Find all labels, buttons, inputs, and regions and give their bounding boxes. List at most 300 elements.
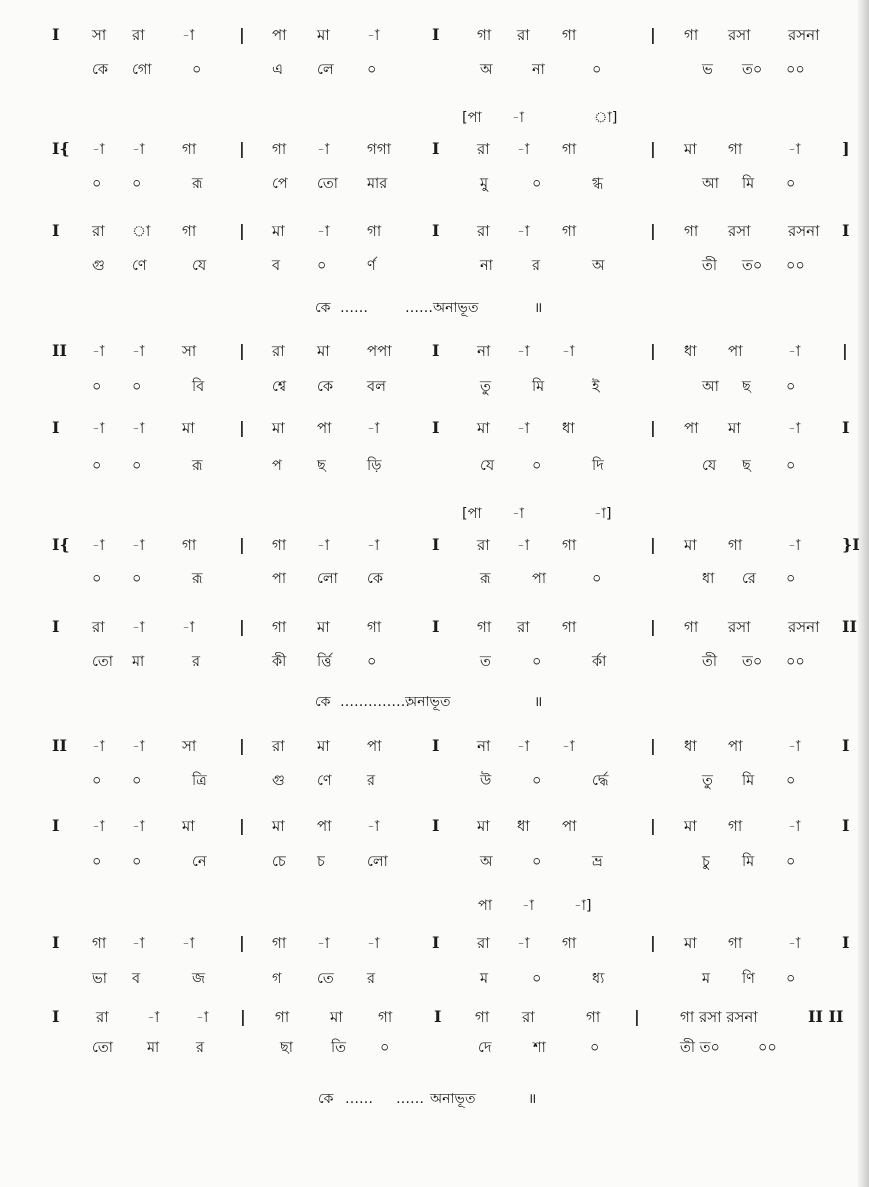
lyric-syllable: মার (367, 176, 388, 192)
bar-line-mark: | (239, 617, 245, 636)
lyric-syllable: ছ (317, 458, 326, 474)
swara-note: মা (317, 26, 330, 44)
lyric-syllable: ছ (742, 458, 751, 474)
swara-note: রা (522, 1008, 535, 1026)
swara-note: -া (367, 536, 380, 554)
lyric-syllable: অ (592, 258, 605, 274)
lyric-syllable: কে (92, 62, 109, 78)
swara-note: -া (147, 1008, 160, 1026)
swara-note: -া (132, 536, 145, 554)
swara-note: গা (92, 934, 107, 952)
lyric-syllable: ০০ (758, 1040, 777, 1056)
annotation-note: -া (522, 898, 534, 914)
bar-line-mark: I (432, 221, 440, 240)
bar-line-mark: II II (808, 1007, 844, 1026)
lyric-syllable: পা (532, 571, 547, 587)
lyric-syllable: ত০ (742, 654, 763, 670)
bar-line-mark: I (842, 221, 850, 240)
bar-line-mark: I (842, 816, 850, 835)
swara-note: গা (728, 140, 743, 158)
lyric-line (0, 453, 869, 479)
lyric-syllable: ছ (742, 379, 751, 395)
swara-note: রসনা (788, 618, 820, 636)
bar-line-mark: I (432, 535, 440, 554)
lyric-syllable: তি (331, 1040, 347, 1056)
bar-line-mark: I (842, 736, 850, 755)
bar-line-mark: | (239, 816, 245, 835)
lyric-line (0, 649, 869, 675)
swara-note: সা (92, 26, 107, 44)
bar-line-mark: I (52, 25, 60, 44)
notation-line (0, 136, 869, 162)
swara-note: -া (517, 140, 530, 158)
swara-note: -া (92, 342, 105, 360)
swara-note: মা (477, 817, 490, 835)
lyric-syllable: তো (92, 1040, 113, 1056)
lyric-syllable: মু (480, 176, 489, 192)
lyric-syllable: ণি (742, 971, 755, 987)
swara-note: পা (562, 817, 577, 835)
bar-line-mark: I (842, 418, 850, 437)
notation-line (0, 614, 869, 640)
bar-line-mark: I (432, 736, 440, 755)
swara-note: রসা (728, 618, 751, 636)
bar-line-mark: II (842, 617, 857, 636)
lyric-syllable: তু (702, 773, 713, 789)
annotation-note: -া (512, 110, 524, 126)
lyric-syllable: কে (367, 571, 384, 587)
lyric-syllable: তী ত০ (680, 1040, 720, 1056)
lyric-syllable: ০ (367, 62, 377, 78)
swara-note: পা (367, 737, 382, 755)
swara-note: -া (132, 817, 145, 835)
swara-note: মা (477, 419, 490, 437)
lyric-syllable: গু (272, 773, 285, 789)
annotation-note: া] (594, 110, 618, 126)
bar-line-mark: I (432, 933, 440, 952)
lyric-line (0, 253, 869, 279)
lyric-syllable: র্কা (592, 654, 607, 670)
swara-note: পা (728, 737, 743, 755)
refrain-text: কে (315, 694, 331, 710)
bar-line-mark: I (432, 418, 440, 437)
bar-line-mark: I (842, 933, 850, 952)
refrain-text: …… (345, 1091, 373, 1107)
bar-line-mark: | (239, 933, 245, 952)
swara-note: গা (728, 817, 743, 835)
swara-note: গা (272, 934, 287, 952)
swara-note: রা (517, 26, 530, 44)
lyric-syllable: ব (272, 258, 281, 274)
swara-note: -া (788, 737, 801, 755)
refrain-cue (0, 295, 869, 321)
swara-note: রা (477, 140, 490, 158)
lyric-syllable: রূ (192, 176, 203, 192)
swara-note: গা (562, 26, 577, 44)
bar-line-mark: ] (842, 139, 850, 158)
swara-note: রসা (728, 26, 751, 44)
lyric-line (0, 849, 869, 875)
lyric-syllable: ০ (132, 854, 142, 870)
annotation-note: পা (478, 898, 493, 914)
swara-note: গা (728, 536, 743, 554)
swara-note: গগা (367, 140, 392, 158)
notation-line (0, 930, 869, 956)
bar-line-mark: | (239, 341, 245, 360)
refrain-text: …… (340, 300, 368, 316)
swara-note: -া (132, 419, 145, 437)
swara-note: মা (272, 222, 285, 240)
swara-note: ধা (684, 342, 697, 360)
swara-note: গা (562, 934, 577, 952)
swara-note: -া (132, 737, 145, 755)
lyric-syllable: তো (317, 176, 338, 192)
lyric-syllable: ত০ (742, 62, 763, 78)
lyric-syllable: মি (742, 773, 755, 789)
lyric-syllable: ০ (192, 62, 202, 78)
swara-note: -া (517, 536, 530, 554)
lyric-syllable: যে (192, 258, 207, 274)
bar-line-mark: | (650, 617, 656, 636)
swara-note: গা (562, 536, 577, 554)
lyric-syllable: ০ (132, 176, 142, 192)
swara-note: ধা (517, 817, 530, 835)
swara-note: -া (92, 536, 105, 554)
refrain-text: কে (318, 1091, 334, 1107)
swara-note: -া (788, 342, 801, 360)
lyric-syllable: ০ (132, 571, 142, 587)
lyric-syllable: ০ (92, 379, 102, 395)
swara-note: গা রসা রসনা (680, 1008, 758, 1026)
lyric-syllable: তী (702, 654, 718, 670)
lyric-syllable: রূ (192, 571, 203, 587)
swara-note: ধা (684, 737, 697, 755)
lyric-syllable: দে (478, 1040, 492, 1056)
swara-note: পা (728, 342, 743, 360)
notation-line (0, 1004, 869, 1030)
swara-note: -া (182, 618, 195, 636)
notation-line (0, 532, 869, 558)
swara-note: -া (517, 737, 530, 755)
lyric-syllable: ০ (786, 176, 796, 192)
swara-note: পা (684, 419, 699, 437)
refrain-cue (0, 689, 869, 715)
bar-line-mark: I (432, 816, 440, 835)
notation-line (0, 733, 869, 759)
swara-note: মা (272, 817, 285, 835)
lyric-syllable: রূ (192, 458, 203, 474)
lyric-syllable: র্দ্ধে (592, 773, 609, 789)
refrain-text: ॥ (534, 300, 543, 316)
lyric-syllable: ০০ (786, 62, 805, 78)
lyric-syllable: লো (367, 854, 388, 870)
annotation-note: -া] (594, 506, 612, 522)
lyric-syllable: যে (702, 458, 717, 474)
swara-note: -া (788, 419, 801, 437)
lyric-line (0, 57, 869, 83)
lyric-syllable: ড়ি (367, 458, 382, 474)
refrain-text: অনাভূত (405, 694, 451, 710)
swara-note: না (477, 342, 491, 360)
bar-line-mark: | (240, 1007, 246, 1026)
lyric-syllable: ০ (590, 1040, 600, 1056)
lyric-syllable: ছা (280, 1040, 293, 1056)
lyric-syllable: রূ (480, 571, 491, 587)
refrain-text: ……অনাভূত (405, 300, 479, 316)
swara-note: রা (477, 222, 490, 240)
swara-note: -া (132, 140, 145, 158)
bar-line-mark: I (432, 25, 440, 44)
bar-line-mark: | (239, 25, 245, 44)
swara-note: -া (317, 934, 330, 952)
bar-line-mark: | (650, 933, 656, 952)
swara-note: -া (517, 934, 530, 952)
lyric-syllable: ০ (380, 1040, 390, 1056)
lyric-syllable: শা (533, 1040, 546, 1056)
lyric-syllable: ০ (317, 258, 327, 274)
lyric-syllable: গ (272, 971, 282, 987)
swara-note: -া (788, 140, 801, 158)
lyric-syllable: যে (480, 458, 495, 474)
bar-line-mark: I (432, 617, 440, 636)
lyric-syllable: ০ (92, 176, 102, 192)
lyric-syllable: ম (480, 971, 489, 987)
bar-line-mark: | (650, 418, 656, 437)
swara-note: গা (272, 140, 287, 158)
swara-note: রা (92, 618, 105, 636)
swara-note: মা (317, 618, 330, 636)
swara-note: গা (728, 934, 743, 952)
swara-note: রা (96, 1008, 109, 1026)
lyric-syllable: ০০ (786, 654, 805, 670)
lyric-syllable: ০ (92, 571, 102, 587)
bar-line-mark: | (650, 25, 656, 44)
swara-note: মা (684, 817, 697, 835)
bar-line-mark: | (634, 1007, 640, 1026)
bar-line-mark: I (434, 1007, 442, 1026)
lyric-syllable: ০ (786, 773, 796, 789)
swara-note: গা (562, 140, 577, 158)
lyric-syllable: পে (272, 176, 288, 192)
swara-note: পা (317, 817, 332, 835)
lyric-syllable: ০ (786, 571, 796, 587)
swara-note: -া (196, 1008, 209, 1026)
swara-note: মা (684, 934, 697, 952)
bracket-annotation (0, 105, 869, 131)
lyric-syllable: ০ (532, 654, 542, 670)
swara-note: -া (367, 817, 380, 835)
swara-note: -া (367, 934, 380, 952)
swara-note: গা (182, 536, 197, 554)
lyric-syllable: গ্ধ (592, 176, 604, 192)
lyric-syllable: ০ (532, 176, 542, 192)
lyric-syllable: র (192, 654, 200, 670)
lyric-syllable: ০ (92, 773, 102, 789)
lyric-syllable: ত০ (742, 258, 763, 274)
bar-line-mark: | (239, 221, 245, 240)
swara-note: না (477, 737, 491, 755)
lyric-syllable: ০ (532, 773, 542, 789)
lyric-syllable: ০০ (786, 258, 805, 274)
bracket-annotation (0, 893, 869, 919)
lyric-syllable: কে (317, 379, 334, 395)
lyric-syllable: তো (92, 654, 113, 670)
swara-note: মা (684, 536, 697, 554)
lyric-syllable: অ (480, 854, 493, 870)
swara-note: গা (586, 1008, 601, 1026)
lyric-line (0, 171, 869, 197)
lyric-syllable: ম (702, 971, 711, 987)
lyric-syllable: ণে (132, 258, 147, 274)
swara-note: -া (517, 342, 530, 360)
swara-note: -া (92, 140, 105, 158)
lyric-line (0, 566, 869, 592)
lyric-syllable: ত্রি (192, 773, 207, 789)
lyric-syllable: র্ত্তি (317, 654, 332, 670)
refrain-text: ॥ (528, 1091, 537, 1107)
lyric-syllable: ০ (532, 854, 542, 870)
swara-note: সা (182, 342, 197, 360)
swara-note: গা (684, 26, 699, 44)
swara-note: গা (562, 222, 577, 240)
bar-line-mark: I (52, 1007, 60, 1026)
lyric-syllable: চু (702, 854, 710, 870)
lyric-syllable: ই (592, 379, 600, 395)
bar-line-mark: | (650, 736, 656, 755)
swara-note: -া (182, 934, 195, 952)
notation-line (0, 218, 869, 244)
lyric-syllable: এ (272, 62, 284, 78)
swara-note: রা (477, 934, 490, 952)
swara-note: -া (317, 140, 330, 158)
lyric-syllable: ০ (786, 379, 796, 395)
lyric-syllable: বল (367, 379, 386, 395)
swara-note: -া (132, 934, 145, 952)
lyric-syllable: ণে (317, 773, 332, 789)
bar-line-mark: I (52, 418, 60, 437)
swara-note: -া (367, 26, 380, 44)
lyric-syllable: প (272, 458, 282, 474)
bar-line-mark: | (239, 535, 245, 554)
lyric-syllable: ০ (786, 458, 796, 474)
lyric-syllable: আ (702, 379, 719, 395)
refrain-text: ॥ (534, 694, 543, 710)
lyric-syllable: ত (480, 654, 491, 670)
lyric-syllable: ০ (592, 62, 602, 78)
refrain-text: …… (396, 1091, 424, 1107)
lyric-syllable: র (367, 773, 375, 789)
lyric-syllable: চে (272, 854, 286, 870)
lyric-syllable: চ (317, 854, 325, 870)
lyric-syllable: মি (742, 176, 755, 192)
swara-note: -া (517, 419, 530, 437)
bar-line-mark: | (239, 418, 245, 437)
swara-note: রসা (728, 222, 751, 240)
swara-note: গা (684, 222, 699, 240)
lyric-syllable: অ (480, 62, 493, 78)
bar-line-mark: I (52, 221, 60, 240)
refrain-text: কে (315, 300, 331, 316)
bar-line-mark: I (52, 617, 60, 636)
lyric-syllable: ০ (132, 773, 142, 789)
lyric-syllable: শ্বে (272, 379, 287, 395)
lyric-syllable: কী (272, 654, 287, 670)
bar-line-mark: | (650, 816, 656, 835)
swara-note: গা (182, 140, 197, 158)
lyric-syllable: ০ (132, 458, 142, 474)
annotation-note: [পা (462, 506, 482, 522)
swara-note: -া (132, 618, 145, 636)
notation-line (0, 338, 869, 364)
annotation-note: -া] (574, 898, 592, 914)
bar-line-mark: I{ (52, 535, 70, 554)
lyric-syllable: ০ (592, 571, 602, 587)
swara-note: মা (728, 419, 741, 437)
lyric-syllable: ০ (532, 971, 542, 987)
lyric-syllable: ০ (532, 458, 542, 474)
swara-note: -া (92, 737, 105, 755)
swara-note: রা (92, 222, 105, 240)
swara-note: গা (477, 26, 492, 44)
lyric-line (0, 374, 869, 400)
swara-note: গা (182, 222, 197, 240)
lyric-syllable: তী (702, 258, 718, 274)
lyric-syllable: ব (132, 971, 141, 987)
notation-line (0, 813, 869, 839)
lyric-line (0, 966, 869, 992)
lyric-syllable: লো (317, 571, 338, 587)
lyric-line (0, 768, 869, 794)
bar-line-mark: I (432, 341, 440, 360)
lyric-syllable: না (532, 62, 545, 78)
swara-note: গা (477, 618, 492, 636)
lyric-syllable: র (532, 258, 540, 274)
bar-line-mark: I (52, 816, 60, 835)
refrain-text: …………… (340, 694, 410, 710)
swara-note: -া (788, 934, 801, 952)
lyric-line (0, 1035, 869, 1061)
swara-note: গা (275, 1008, 290, 1026)
bar-line-mark: | (650, 221, 656, 240)
swara-note: -া (788, 817, 801, 835)
bar-line-mark: | (239, 139, 245, 158)
swara-note: মা (272, 419, 285, 437)
bar-line-mark: | (650, 139, 656, 158)
swara-note: মা (330, 1008, 343, 1026)
lyric-syllable: ০ (367, 654, 377, 670)
lyric-syllable: ০ (786, 854, 796, 870)
lyric-syllable: দি (592, 458, 604, 474)
lyric-syllable: উ (480, 773, 492, 789)
lyric-syllable: ভা (92, 971, 108, 987)
lyric-syllable: গু (92, 258, 105, 274)
swara-note: মা (182, 419, 195, 437)
swara-note: -া (92, 419, 105, 437)
swara-note: মা (684, 140, 697, 158)
swara-note: -া (92, 817, 105, 835)
bar-line-mark: I (52, 933, 60, 952)
bar-line-mark: | (650, 535, 656, 554)
lyric-syllable: ধ্য (592, 971, 605, 987)
swara-note: -া (788, 536, 801, 554)
swara-note: রা (272, 737, 285, 755)
swara-note: মা (317, 737, 330, 755)
swara-note: গা (562, 618, 577, 636)
swara-note: -া (562, 342, 575, 360)
lyric-syllable: তে (317, 971, 334, 987)
lyric-syllable: ০ (132, 379, 142, 395)
swara-note: গা (378, 1008, 393, 1026)
